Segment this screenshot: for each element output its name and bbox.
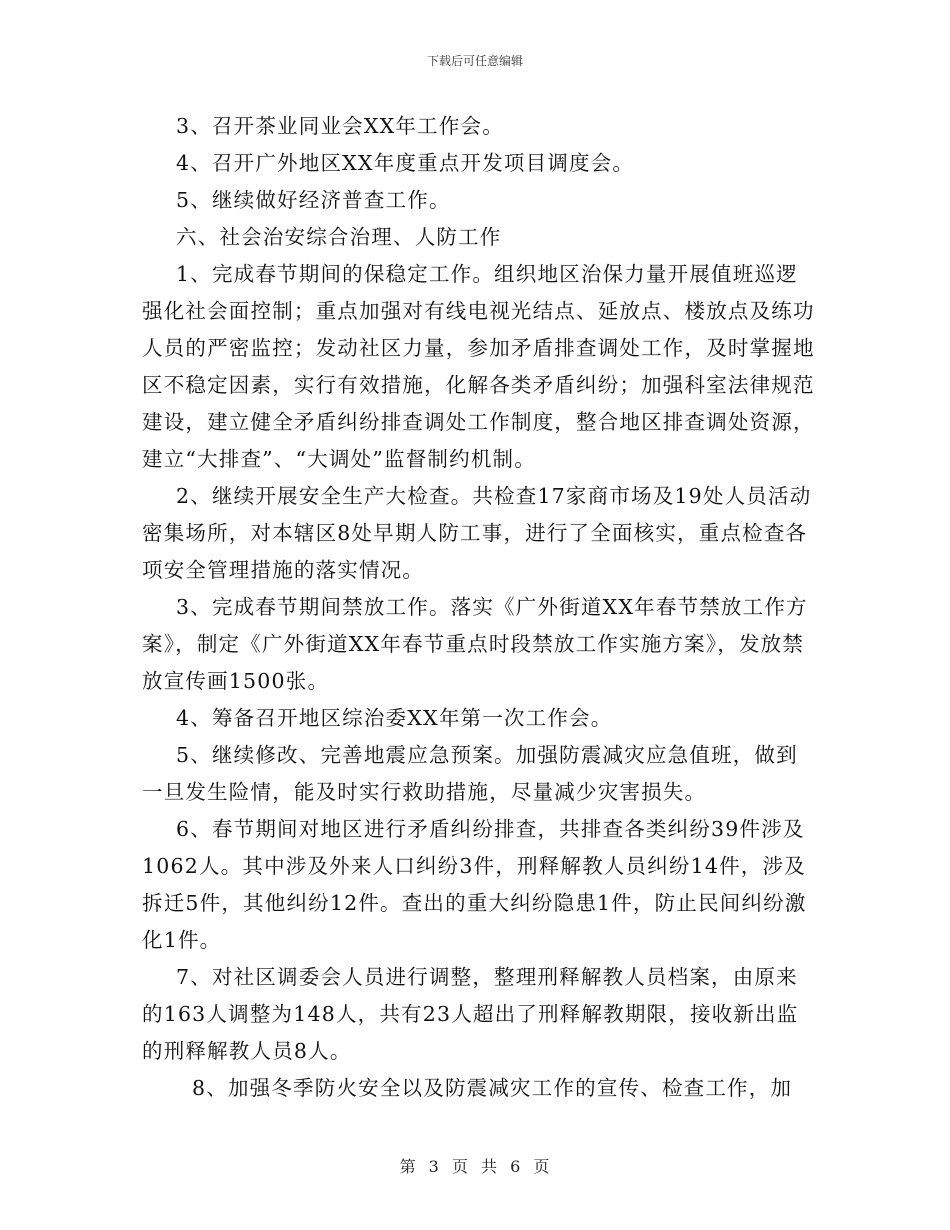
- page-header: 下载后可任意编辑: [426, 54, 523, 68]
- paragraph-item-8: 8、加强冬季防火安全以及防震减灾工作的宣传、检查工作，加: [192, 1076, 793, 1100]
- paragraph-item-7: 7、对社区调委会人员进行调整，整理刑释解教人员档案，由原来的163人调整为148人，共有23人超出了刑释解教期限，接收新出监的刑释解教人员8人。: [142, 965, 799, 1063]
- paragraph-item-1: 1、完成春节期间的保稳定工作。组织地区治保力量开展值班巡逻强化社会面控制；重点加强对有线电视光结点、延放点、楼放点及练功人员的严密监控；发动社区力量，参加矛盾排查调处工作，及时掌握地区不稳定因素，实行有效措施，化解各类矛盾纠纷；加强科室法律规范建设，建立健全矛盾纠纷排查调处工作制度，整合地区排查调处资源，建立“大排查”、“大调处”监督制约机制。: [142, 262, 815, 471]
- paragraph-item-3b: 3、完成春节期间禁放工作。落实《广外街道XX年春节禁放工作方案》，制定《广外街道XX年春节重点时段禁放工作实施方案》，发放禁放宣传画1500张。: [142, 595, 808, 693]
- paragraph-item-5: 5、继续做好经济普查工作。: [176, 188, 451, 212]
- paragraph-item-5b: 5、继续修改、完善地震应急预案。加强防震减灾应急值班，做到一旦发生险情，能及时实行救助措施，尽量减少灾害损失。: [142, 743, 798, 804]
- page-footer: 第 3 页 共 6 页: [399, 1157, 551, 1176]
- paragraph-item-3: 3、召开茶业同业会XX年工作会。: [176, 114, 504, 138]
- document-body: [142, 108, 817, 1107]
- paragraph-item-2: 2、继续开展安全生产大检查。共检查17家商市场及19处人员活动密集场所，对本辖区8处早期人防工事，进行了全面核实，重点检查各项安全管理措施的落实情况。: [142, 484, 812, 582]
- paragraph-item-4b: 4、筹备召开地区综治委XX年第一次工作会。: [176, 706, 613, 730]
- section-heading-6: 六、社会治安综合治理、人防工作: [176, 225, 502, 249]
- paragraph-item-4: 4、召开广外地区XX年度重点开发项目调度会。: [176, 151, 635, 175]
- paragraph-item-6: 6、春节期间对地区进行矛盾纠纷排查，共排查各类纠纷39件涉及1062人。其中涉及外来人口纠纷3件，刑释解教人员纠纷14件，涉及拆迁5件，其他纠纷12件。查出的重大纠纷隐患1件，防止民间纠纷激化1件。: [142, 817, 807, 952]
